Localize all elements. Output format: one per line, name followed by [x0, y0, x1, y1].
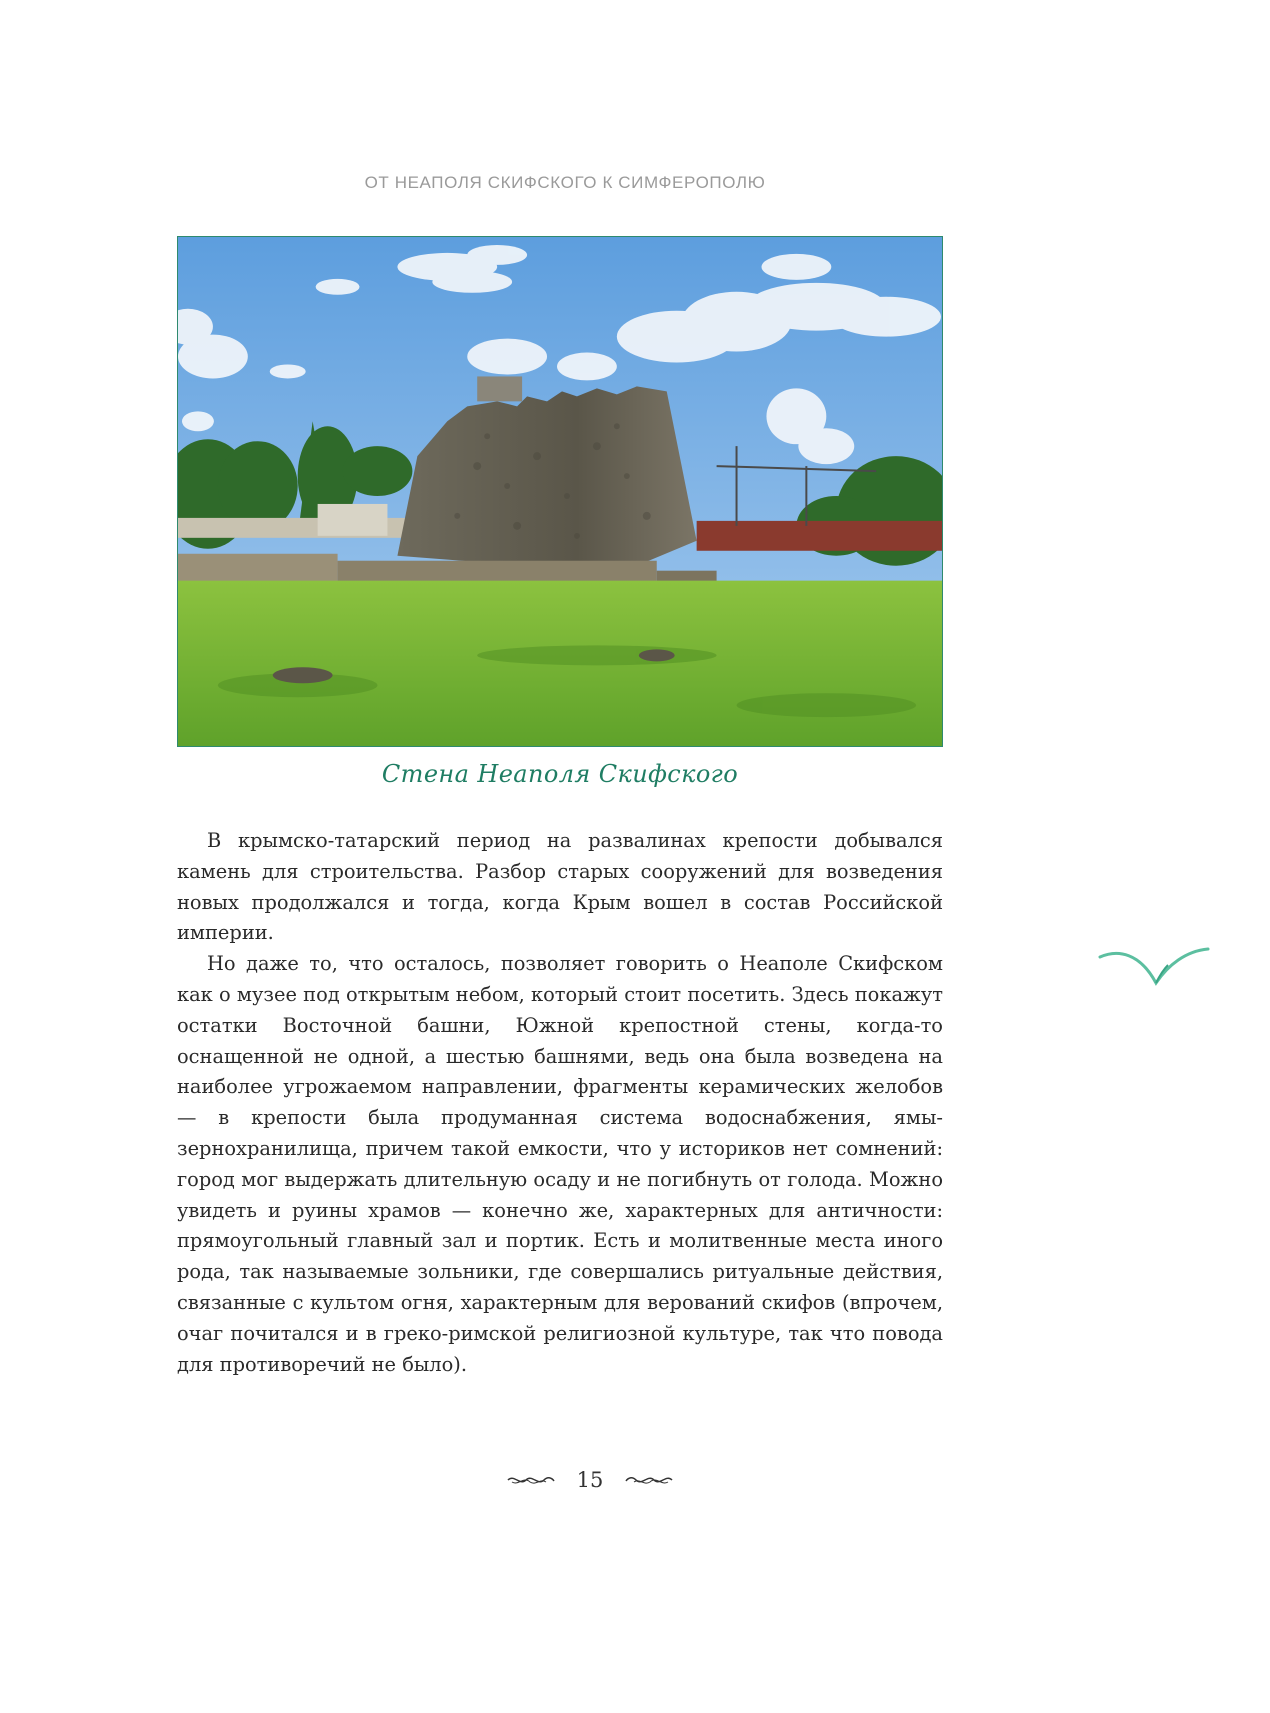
running-header: ОТ НЕАПОЛЯ СКИФСКОГО К СИМФЕРОПОЛЮ — [364, 173, 766, 192]
photo-fortress-wall — [177, 236, 943, 747]
paragraph: Но даже то, что осталось, позволяет говорить о Неаполе Скифском как о музее под открытым небом, который стоит посетить. Здесь покажут остатки Восточной башни, Южной крепостной стены, когда-то оснащенной не одной, а шестью башнями, ведь она была возведена на наиболее угрожаемом направлении, фрагменты керамических желобов — в крепости была продуманная система водоснабжения, ямы-зернохранилища, причем такой емкости, что у историков нет сомнений: город мог выдержать длительную осаду и не погибнуть от голода. Можно увидеть и руины храмов — конечно же, характерных для античности: прямоугольный главный зал и портик. Есть и молитвенные места иного рода, так называемые зольники, где совершались ритуальные действия, связанные с культом огня, характерным для верований скифов (впрочем, очаг почитался и в греко-римской религиозной культуре, так что повода для противоречий не было). — [177, 952, 943, 1376]
flourish-right-icon — [624, 1472, 674, 1488]
photo-illustration — [178, 237, 942, 746]
body-text — [177, 826, 943, 1380]
page-number: 15 — [576, 1467, 604, 1492]
flourish-left-icon — [506, 1472, 556, 1488]
paragraph: В крымско-татарский период на развалинах крепости добывался камень для строительства. Разбор старых сооружений для возведения новых продолжался и тогда, когда Крым вошел в состав Российской империи. — [177, 829, 943, 945]
checkmark-swoosh-icon — [1098, 945, 1210, 993]
figure-caption: Стена Неаполя Скифского — [381, 760, 739, 788]
page-footer — [0, 1466, 1180, 1492]
